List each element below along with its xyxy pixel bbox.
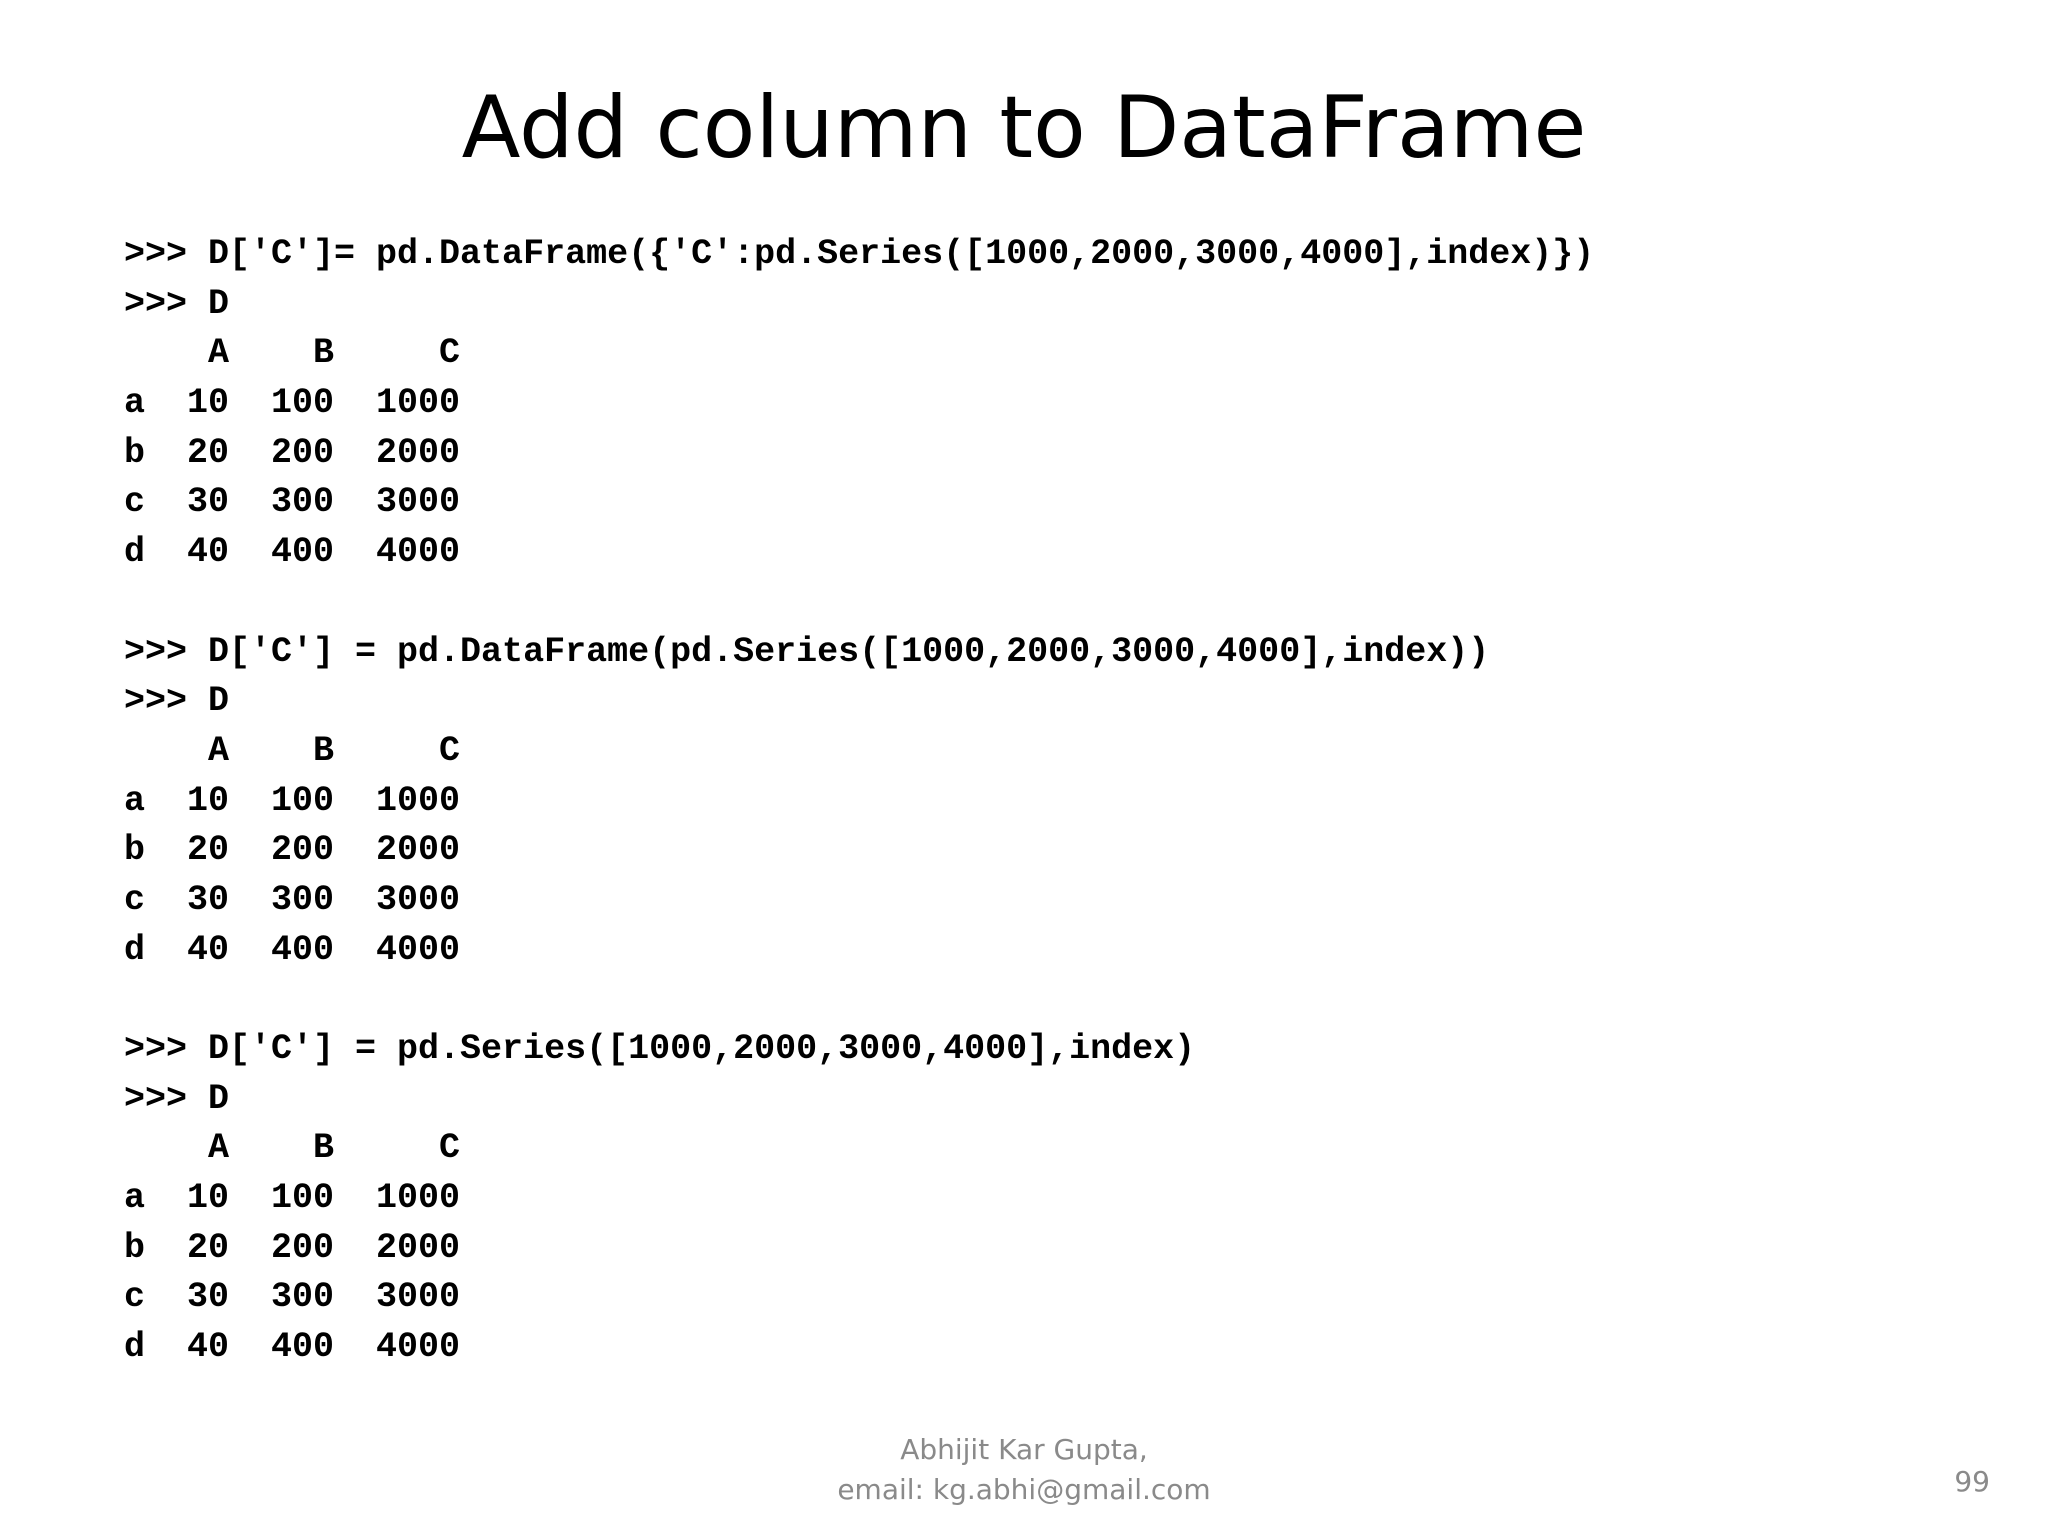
code-line — [124, 578, 1594, 628]
code-line: >>> D['C']= pd.DataFrame({'C':pd.Series([1000,2000,3000,4000],index)}) — [124, 234, 1595, 274]
code-line: A B C — [124, 730, 461, 771]
code-line: >>> D['C'] = pd.Series([1000,2000,3000,4000],index) — [124, 1029, 1196, 1069]
page-number: 99 — [1954, 1465, 1990, 1498]
code-line: >>> D — [124, 1078, 230, 1119]
code-line: c 30 300 3000 — [124, 1277, 461, 1318]
code-line: A B C — [124, 333, 461, 374]
code-line: b 20 200 2000 — [124, 1227, 461, 1268]
slide-title: Add column to DataFrame — [461, 78, 1587, 178]
code-line: c 30 300 3000 — [124, 879, 461, 920]
code-line: c 30 300 3000 — [124, 482, 461, 523]
code-line: >>> D['C'] = pd.DataFrame(pd.Series([1000,2000,3000,4000],index)) — [124, 631, 1490, 672]
code-line — [124, 975, 1594, 1025]
code-line: d 40 400 4000 — [124, 929, 461, 970]
code-line: a 10 100 1000 — [124, 383, 461, 424]
code-line: >>> D — [124, 681, 230, 722]
footer-email: email: kg.abhi@gmail.com — [837, 1473, 1211, 1506]
code-line: a 10 100 1000 — [124, 780, 461, 821]
code-line: d 40 400 4000 — [124, 532, 461, 573]
footer — [824, 1430, 1224, 1510]
code-line: b 20 200 2000 — [124, 830, 461, 871]
code-line: a 10 100 1000 — [124, 1178, 461, 1219]
code-block — [124, 230, 1594, 1373]
code-line: b 20 200 2000 — [124, 432, 461, 473]
code-line: >>> D — [124, 283, 230, 324]
code-line: d 40 400 4000 — [124, 1327, 461, 1368]
footer-author: Abhijit Kar Gupta, — [900, 1433, 1148, 1466]
code-line: A B C — [124, 1128, 461, 1169]
